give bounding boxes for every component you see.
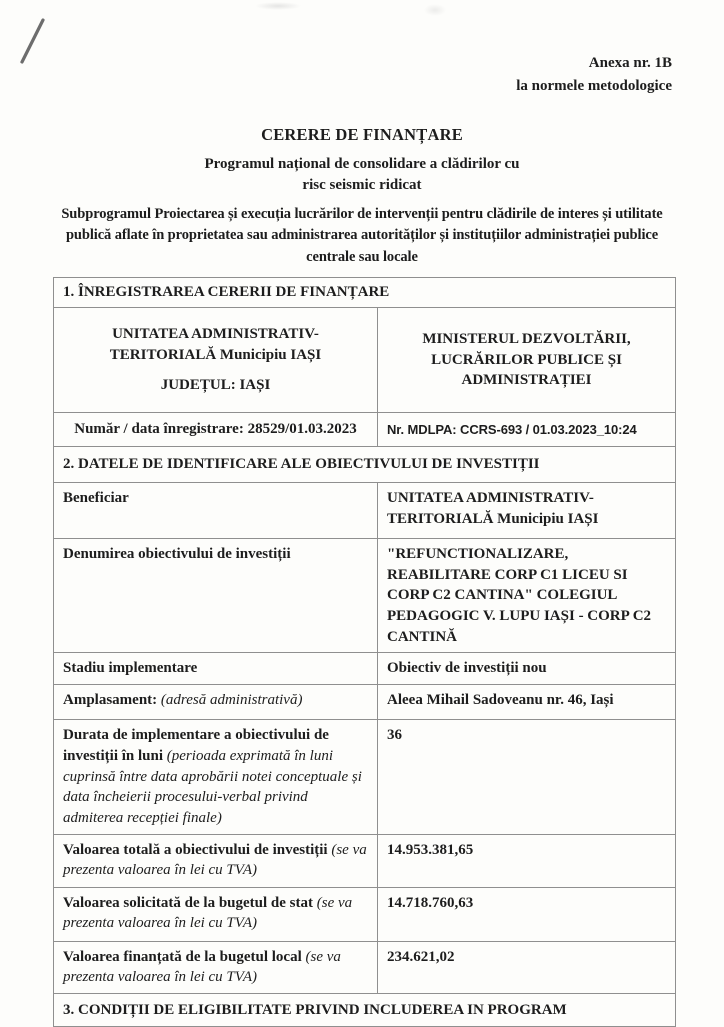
field-label [54, 720, 378, 834]
program-title [0, 154, 724, 198]
field-value: 14.718.760,63 [378, 887, 676, 941]
annex-line-2: la normele metodologice [516, 78, 672, 95]
field-label-text: Valoarea finanțată de la bugetul local [63, 948, 302, 965]
field-label [54, 685, 378, 720]
annex-line-1: Anexa nr. 1B [588, 55, 672, 71]
section-1-header: 1. ÎNREGISTRAREA CERERII DE FINANȚARE [54, 278, 676, 308]
field-label-note: (perioada exprimată în luni cuprinsă între data aprobării notei conceptuale și data încheierii procesului-verbal privind admiterea recepției finale) [63, 747, 362, 826]
table-row [54, 941, 676, 993]
field-label [54, 653, 378, 685]
applicant-registration-number: Număr / data înregistrare: 28529/01.03.2023 [54, 413, 378, 447]
ministry-cell [378, 308, 676, 413]
application-form-table [53, 277, 676, 1027]
table-row [54, 539, 676, 653]
program-title-line: Programul național de consolidare a clădirilor cu [204, 155, 520, 172]
subprogram-title-line: centrale sau locale [306, 248, 418, 265]
field-value: Aleea Mihail Sadoveanu nr. 46, Iași [378, 685, 676, 720]
pen-stroke-mark [16, 16, 50, 68]
document-title: CERERE DE FINANȚARE [261, 124, 463, 144]
section-2-header-row [54, 447, 676, 483]
annex-note [0, 0, 672, 99]
field-label [54, 834, 378, 887]
field-label [54, 941, 378, 993]
field-value: 234.621,02 [378, 941, 676, 993]
field-label-text: Amplasament: [63, 692, 158, 709]
applicant-county: JUDEȚUL: IAȘI [160, 377, 271, 394]
field-label-note: (se va prezenta valoarea în lei cu TVA) [63, 894, 353, 932]
section-2-header: 2. DATELE DE IDENTIFICARE ALE OBIECTIVULUI DE INVESTIȚII [54, 447, 676, 483]
applicant-name: UNITATEA ADMINISTRATIV-TERITORIALĂ Municipiu IAȘI [109, 326, 322, 363]
field-label-note: (adresă administrativă) [160, 692, 303, 709]
table-row [54, 653, 676, 685]
subprogram-title-line: Subprogramul Proiectarea și execuția lucrărilor de intervenții pentru clădirile de interes și utilitate [61, 206, 663, 222]
program-title-line: risc seismic ridicat [302, 177, 422, 194]
scan-artifact [424, 4, 446, 16]
table-row [54, 720, 676, 834]
applicant-cell [54, 308, 378, 413]
field-label-text: Valoarea solicitată de la bugetul de stat [63, 894, 313, 911]
table-row [54, 483, 676, 539]
table-row [54, 685, 676, 720]
subprogram-title-line: publică aflate în proprietatea sau administrarea autorităților și instituțiilor administrației publice [65, 227, 659, 244]
field-value: Obiectiv de investiții nou [378, 653, 676, 685]
scan-artifact [255, 2, 301, 10]
field-label-text: Denumirea obiectivului de investiții [63, 546, 291, 563]
field-label-note: (se va prezenta valoarea în lei cu TVA) [63, 948, 341, 986]
field-label [54, 483, 378, 539]
registration-numbers-row [54, 413, 676, 447]
section-3-header-row [54, 993, 676, 1026]
field-label-text: Beneficiar [63, 490, 129, 507]
field-value: UNITATEA ADMINISTRATIV-TERITORIALĂ Municipiu IAȘI [378, 483, 676, 539]
field-label [54, 887, 378, 941]
field-label [54, 539, 378, 653]
ministry-registration-number: Nr. MDLPA: CCRS-693 / 01.03.2023_10:24 [378, 413, 676, 447]
section-3-header: 3. CONDIȚII DE ELIGIBILITATE PRIVIND INCLUDEREA IN PROGRAM [54, 993, 676, 1026]
subprogram-title [30, 204, 694, 268]
table-row [54, 834, 676, 887]
ministry-name: MINISTERUL DEZVOLTĂRII, LUCRĂRILOR PUBLICE ȘI ADMINISTRAȚIEI [422, 331, 631, 389]
field-label-text: Durata de implementare a obiectivului de investiții în luni [63, 727, 329, 764]
section-1-header-row [54, 278, 676, 308]
field-value: 36 [378, 720, 676, 834]
registration-parties-row [54, 308, 676, 413]
field-value: "REFUNCTIONALIZARE, REABILITARE CORP C1 LICEU SI CORP C2 CANTINA" COLEGIUL PEDAGOGIC V. LUPU IAȘI - CORP C2 CANTINĂ [378, 539, 676, 653]
field-label-text: Stadiu implementare [63, 660, 198, 677]
table-row [54, 887, 676, 941]
pen-stroke-icon [16, 16, 50, 68]
field-label-note: (se va prezenta valoarea în lei cu TVA) [63, 841, 367, 879]
field-label-text: Valoarea totală a obiectivului de investiții [63, 841, 328, 858]
field-value: 14.953.381,65 [378, 834, 676, 887]
